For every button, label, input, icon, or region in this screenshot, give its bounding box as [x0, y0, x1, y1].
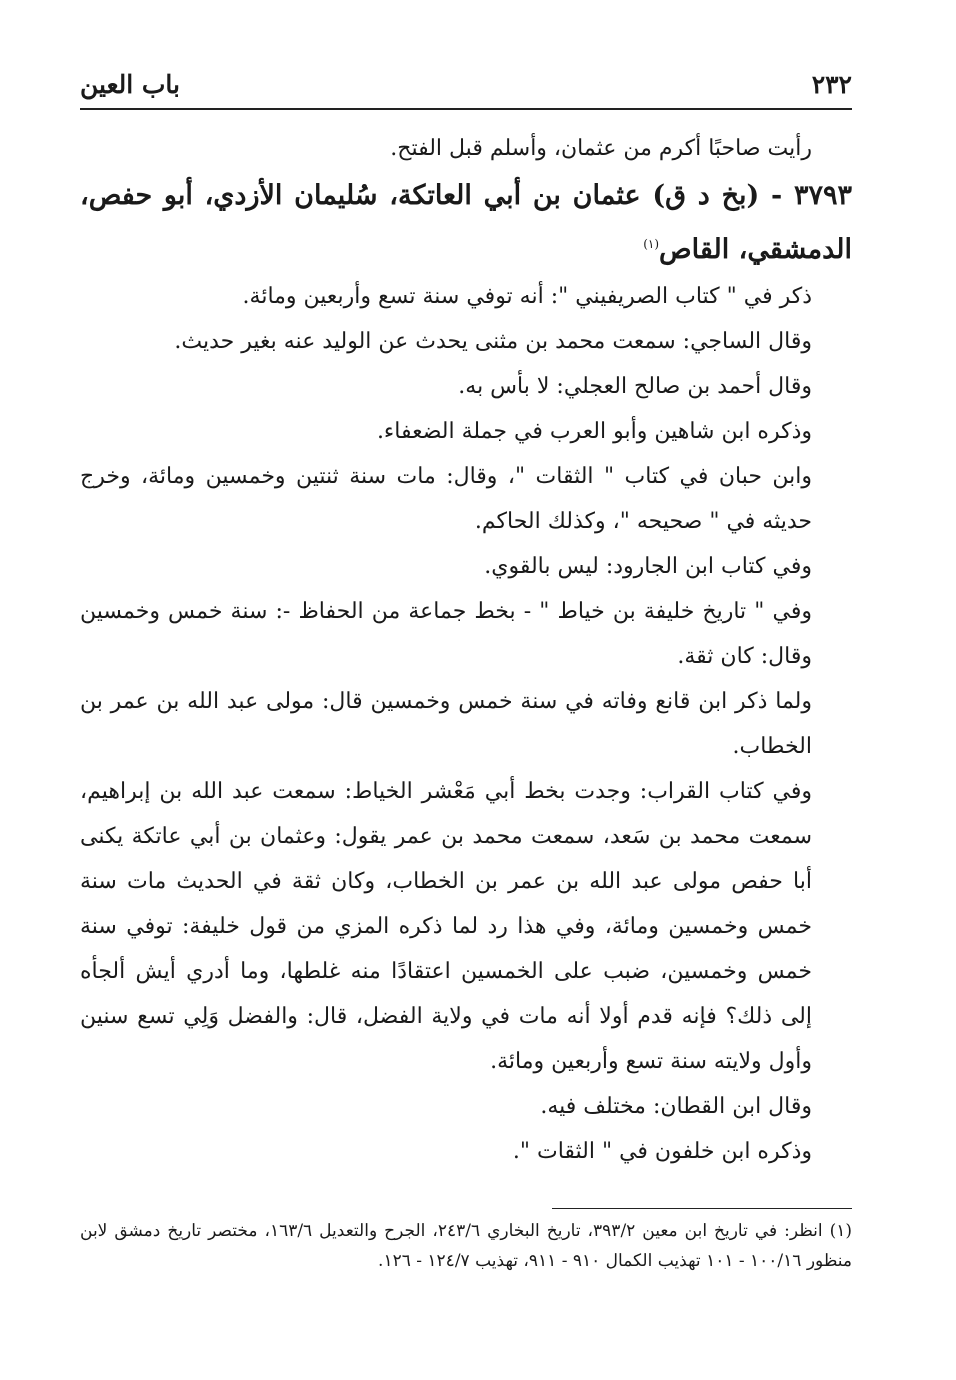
page-number: ٢٣٢ [811, 70, 852, 99]
paragraph: وفي كتاب ابن الجارود: ليس بالقوي. [484, 554, 812, 579]
paragraph: وقال ابن القطان: مختلف فيه. [540, 1094, 812, 1119]
entry-heading [80, 171, 852, 274]
text-line: رأيت صاحبًا أكرم من عثمان، وأسلم قبل الفتح. [390, 136, 812, 161]
chapter-title: باب العين [80, 70, 181, 99]
footnote-marker: (١) [643, 237, 660, 251]
main-text [80, 126, 852, 1174]
header-divider [80, 108, 852, 110]
running-head [80, 68, 852, 108]
paragraph: وفي " تاريخ خليفة بن خياط " - بخط جماعة من الحفاظ -: سنة خمس وخمسين وقال: كان ثقة. [80, 599, 812, 669]
footnotes [80, 1216, 852, 1276]
paragraph: وذكره ابن خلفون في " الثقات ". [512, 1139, 812, 1164]
paragraph: ذكر في " كتاب الصريفيني ": أنه توفي سنة تسع وأربعين ومائة. [242, 284, 812, 309]
paragraph: وابن حبان في كتاب " الثقات "، وقال: مات سنة ثنتين وخمسين ومائة، وخرج حديثه في " صحيحه "، وكذلك الحاكم. [80, 464, 812, 534]
paragraph: وذكره ابن شاهين وأبو العرب في جملة الضعفاء. [376, 419, 812, 444]
footnote: (١) انظر: في تاريخ ابن معين ٣٩٣/٢، تاريخ البخاري ٢٤٣/٦، الجرح والتعديل ١٦٣/٦، مختصر تاريخ دمشق لابن منظور ١٠٠/١٦ - ١٠١ تهذيب الكمال ٩١٠ - ٩١١، تهذيب ١٢٤/٧ - ١٢٦. [80, 1221, 852, 1271]
entry-heading-text: ٣٧٩٣ - (بخ د ق) عثمان بن أبي العاتكة، سُليمان الأزدي، أبو حفص، الدمشقي، القاص [80, 180, 852, 265]
footnote-divider [552, 1208, 852, 1209]
paragraph: وفي كتاب القراب: وجدت بخط أبي مَعْشر الخياط: سمعت عبد الله بن إبراهيم، سمعت محمد بن سَعد، سمعت محمد بن عمر يقول: وعثمان بن أبي عاتكة يكنى أبا حفص مولى عبد الله بن عمر بن الخطاب، وكان ثقة في الحديث مات سنة خمس وخمسين ومائة، وفي هذا رد لما ذكره المزي من قول خليفة: توفي سنة خمس وخمسين، ضبب على الخمسين اعتقادًا منه غلطها، وما أدري أيش ألجأه إلى ذلك؟ فإنه قدم أولا أنه مات في ولاية الفضل، قال: والفضل وَلِي تسع سنين وأول ولايته سنة تسع وأربعين ومائة. [80, 779, 812, 1074]
paragraph: وقال أحمد بن صالح العجلي: لا بأس به. [458, 374, 812, 399]
paragraph: وقال الساجي: سمعت محمد بن مثنى يحدث عن الوليد عنه بغير حديث. [174, 329, 812, 354]
paragraph: ولما ذكر ابن قانع وفاته في سنة خمس وخمسين قال: مولى عبد الله بن عمر بن الخطاب. [80, 689, 812, 759]
